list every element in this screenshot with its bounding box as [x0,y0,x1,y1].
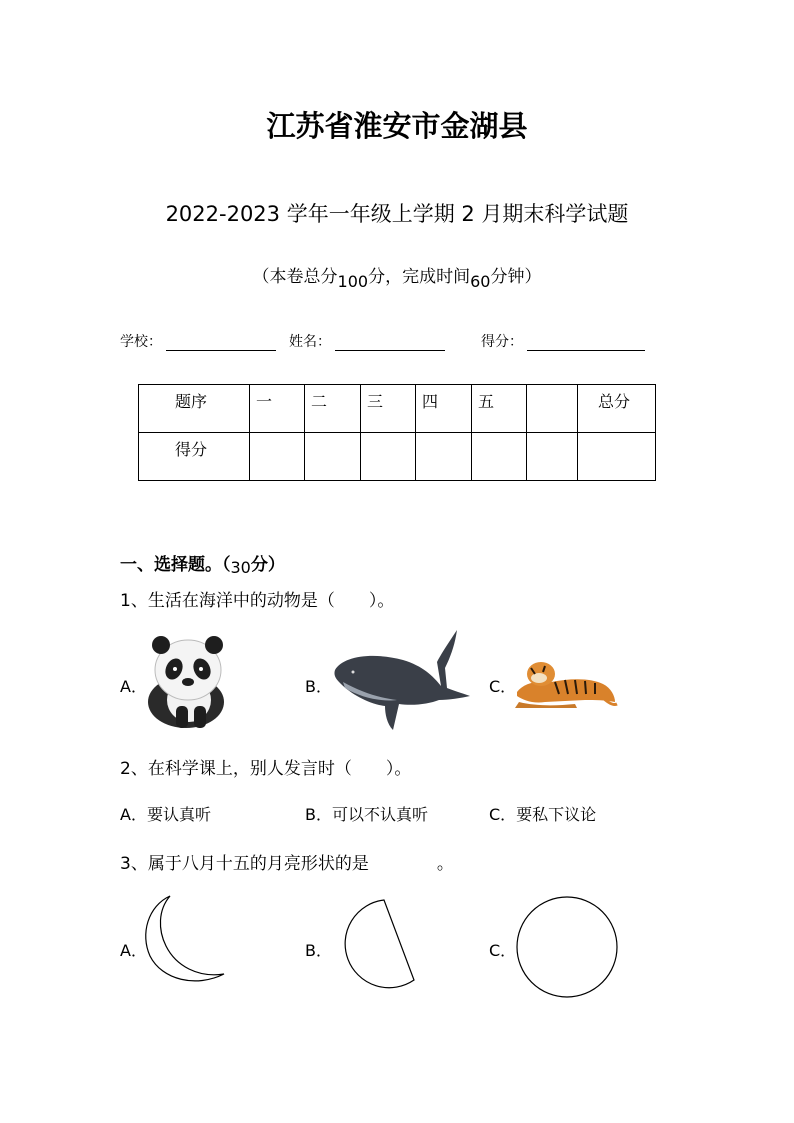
score-cell-4[interactable] [416,433,472,481]
document-title: 江苏省淮安市金湖县 [266,109,528,143]
half-moon-image [330,898,420,988]
name-field [289,331,445,351]
q3-option-b-label: B． [305,941,332,960]
q3-option-c-label: C． [489,941,517,960]
exam-subtitle: 2022-2023 学年一年级上学期 2 月期末科学试题 [165,202,629,226]
note-mid: 分，完成时间 [368,267,471,287]
note-suffix: 分钟） [490,267,542,287]
crescent-moon-image [140,894,230,986]
name-label: 姓名： [289,334,331,350]
question-3-text: 3、属于八月十五的月亮形状的是 。 [120,854,454,874]
score-table-header-row [139,385,656,433]
score-label: 得分： [481,334,523,350]
section-one-points: 30 [230,558,251,577]
score-cell-total[interactable] [578,433,656,481]
q2-option-a: A．要认真听 [120,805,211,824]
note-total: 100 [337,272,369,291]
header-cell-4: 四 [416,385,472,433]
header-cell-6 [527,385,578,433]
note-time: 60 [470,272,491,291]
header-cell-5: 五 [472,385,527,433]
section-one-suffix: 分） [250,555,285,575]
section-one-title [120,550,285,575]
q2-option-c: C．要私下议论 [489,805,597,824]
whale-image [333,628,471,732]
header-cell-1: 一 [250,385,305,433]
score-cell-5[interactable] [472,433,527,481]
score-cell-3[interactable] [361,433,416,481]
score-cell-6[interactable] [527,433,578,481]
header-cell-2: 二 [305,385,361,433]
score-table-score-row [139,433,656,481]
note-prefix: （本卷总分 [252,267,338,287]
school-blank[interactable] [166,332,276,351]
row-label-score: 得分 [139,433,250,481]
section-one-label: 一、选择题。（ [120,555,231,575]
header-cell-3: 三 [361,385,416,433]
score-cell-2[interactable] [305,433,361,481]
school-field [120,331,276,351]
score-cell-1[interactable] [250,433,305,481]
q3-option-a-label: A． [120,941,147,960]
q1-option-c-label: C． [489,677,517,696]
header-cell-total: 总分 [578,385,656,433]
tiger-image [515,656,617,708]
score-table [138,384,656,481]
header-cell-order: 题序 [139,385,250,433]
question-2-text: 2、在科学课上，别人发言时（ ）。 [120,759,412,779]
score-field [481,331,645,351]
question-1-text: 1、生活在海洋中的动物是（ ）。 [120,591,395,611]
q1-option-b-label: B． [305,677,332,696]
name-blank[interactable] [335,332,445,351]
full-moon-image [514,898,622,996]
score-blank[interactable] [527,332,645,351]
q1-option-a-label: A． [120,677,147,696]
panda-image [146,636,232,728]
q2-option-b: B．可以不认真听 [305,805,428,824]
school-label: 学校： [120,334,162,350]
exam-note [0,262,794,291]
